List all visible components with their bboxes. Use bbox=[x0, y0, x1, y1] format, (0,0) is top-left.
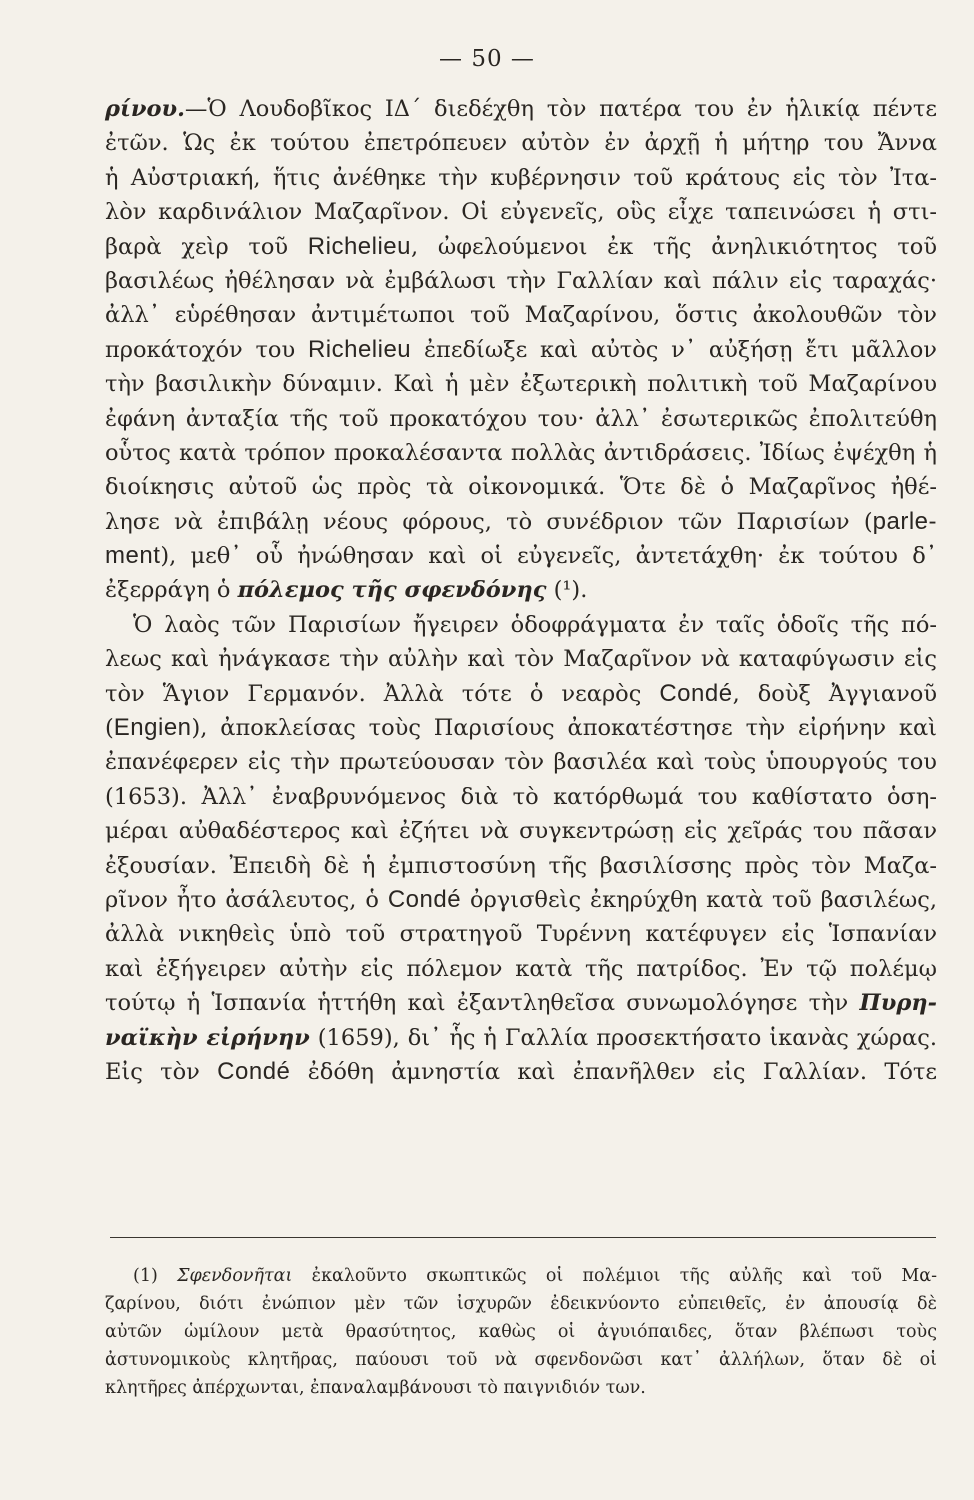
text-line-segment: Condé bbox=[659, 679, 733, 707]
text-line-segment: Condé bbox=[217, 1057, 291, 1085]
footnote-line-segment: Σφενδονῆται bbox=[177, 1266, 293, 1286]
text-line bbox=[105, 436, 937, 470]
text-line-segment: , ὠφελούμενοι ἐκ τῆς ἀνηλικιότητος τοῦ bbox=[411, 233, 937, 260]
text-line-segment: ἀλλὰ νικηθεὶς ὑπὸ τοῦ στρατηγοῦ Τυρέννη κατέφυγεν εἰς Ἱσπανίαν bbox=[105, 921, 937, 948]
text-line-segment: ἐφάνη ἀνταξία τῆς τοῦ προκατόχου του· ἀλλ᾽ ἐσωτερικῶς ἐπολιτεύθη bbox=[105, 405, 937, 432]
text-line-segment: Condé bbox=[387, 885, 462, 913]
text-line-segment: ), ἀποκλείσας τοὺς Παρισίους ἀποκατέστησε τὴν εἰρήνην καὶ bbox=[191, 715, 937, 742]
text-line bbox=[105, 264, 937, 298]
text-line-segment: ἐπανέφερεν εἰς τὴν πρωτεύουσαν τὸν βασιλέα καὶ τοὺς ὑπουργούς του bbox=[105, 749, 937, 776]
text-line-segment: , δοὺξ Ἀγγιανοῦ bbox=[732, 680, 937, 707]
text-line bbox=[105, 745, 937, 779]
text-line bbox=[105, 986, 937, 1020]
text-line-segment: ἐδόθη ἀμνηστία καὶ ἐπανῆλθεν εἰς Γαλλίαν. Τότε bbox=[290, 1058, 937, 1085]
text-line-segment: τὸν Ἅγιον Γερμανόν. Ἀλλὰ τότε ὁ νεαρὸς bbox=[105, 680, 660, 707]
text-line bbox=[105, 1021, 937, 1055]
text-line bbox=[105, 367, 937, 401]
text-line bbox=[105, 780, 937, 814]
text-line bbox=[105, 161, 937, 195]
text-line-segment: καὶ ἐξήγειρεν αὐτὴν εἰς πόλεμον κατὰ τῆς πατρίδος. Ἐν τῷ πολέμῳ bbox=[105, 955, 937, 982]
text-line bbox=[105, 849, 937, 883]
text-line-segment: ρίνου. bbox=[105, 96, 185, 122]
text-line-segment: τὴν βασιλικὴν δύναμιν. Καὶ ἡ μὲν ἐξωτερικὴ πολιτικὴ τοῦ Μαζαρίνου bbox=[105, 371, 937, 398]
footnote-line bbox=[105, 1374, 937, 1402]
footnote-line-segment: (1) bbox=[133, 1266, 178, 1286]
text-line-segment: προκάτοχόν του bbox=[105, 336, 308, 363]
footnote-line-segment: αὐτῶν ὡμίλουν μετὰ θρασύτητος, καθὼς οἱ ἀγυιόπαιδες, ὅταν βλέπωσι τοὺς bbox=[105, 1322, 937, 1342]
text-line-segment: λησε νὰ ἐπιβάλῃ νέους φόρους, τὸ συνέδριον τῶν Παρισίων ( bbox=[105, 508, 873, 535]
text-line-segment: ναϊκὴν εἰρήνην bbox=[105, 1024, 310, 1051]
main-text bbox=[105, 92, 937, 1089]
text-line-segment: ἡ Αὐστριακή, ἥτις ἀνέθηκε τὴν κυβέρνησιν τοῦ κράτους εἰς τὸν Ἰτα- bbox=[105, 164, 937, 191]
text-line-segment: τούτῳ ἡ Ἱσπανία ἡττήθη καὶ ἐξαντληθεῖσα συνωμολόγησε τὴν bbox=[105, 990, 860, 1017]
text-line bbox=[105, 505, 937, 539]
text-line-segment: Πυρη- bbox=[859, 990, 937, 1017]
text-line-segment: ρῖνον ἦτο ἀσάλευτος, ὁ bbox=[105, 886, 388, 913]
text-line-segment: (1653). Ἀλλ᾽ ἐναβρυνόμενος διὰ τὸ κατόρθωμά του καθίστατο ὁση- bbox=[105, 783, 937, 810]
text-line bbox=[105, 883, 937, 917]
footnote-line-segment: κλητῆρες ἀπέρχωνται, ἐπαναλαμβάνουσι τὸ παιγνιδιόν των. bbox=[105, 1378, 646, 1398]
text-line-segment: (¹). bbox=[546, 577, 588, 604]
text-line-segment: βαρὰ χεὶρ τοῦ bbox=[105, 233, 308, 260]
text-line bbox=[105, 1055, 937, 1089]
text-line-segment: ), μεθ᾽ οὗ ἠνώθησαν καὶ οἱ εὐγενεῖς, ἀντετάχθη· ἐκ τούτου δ᾽ bbox=[160, 543, 937, 570]
text-line-segment: ἐξουσίαν. Ἐπειδὴ δὲ ἡ ἐμπιστοσύνη τῆς βασιλίσσης πρὸς τὸν Μαζα- bbox=[105, 852, 937, 879]
text-line bbox=[105, 92, 937, 126]
footnote-line bbox=[105, 1262, 937, 1290]
text-line-segment: ἐξερράγη ὁ bbox=[105, 577, 238, 604]
page-number: — 50 — bbox=[439, 46, 535, 72]
text-line-segment: ment bbox=[105, 542, 161, 570]
text-line-segment: Engien bbox=[113, 714, 192, 742]
text-line-segment: ὀργισθεὶς ἐκηρύχθη κατὰ τοῦ βασιλέως, bbox=[461, 886, 937, 913]
text-line-segment: πόλεμος τῆς σφενδόνης bbox=[237, 577, 547, 604]
footnote-line-segment: ἐκαλοῦντο σκωπτικῶς οἱ πολέμιοι τῆς αὐλῆς καὶ τοῦ Μα- bbox=[292, 1266, 937, 1286]
text-line bbox=[105, 195, 937, 229]
text-line-segment: (1659), δι᾽ ἧς ἡ Γαλλία προσεκτήσατο ἱκανὰς χώρας. bbox=[309, 1024, 938, 1051]
text-line bbox=[105, 677, 937, 711]
text-line-segment: ἐτῶν. Ὡς ἐκ τούτου ἐπετρόπευεν αὐτὸν ἐν ἀρχῇ ἡ μήτηρ του Ἄννα bbox=[105, 130, 937, 157]
text-line bbox=[105, 470, 937, 504]
text-line-segment: Richelieu bbox=[307, 232, 411, 260]
text-line bbox=[105, 917, 937, 951]
text-line-segment: διοίκησις αὐτοῦ ὡς πρὸς τὰ οἰκονομικά. Ὅτε δὲ ὁ Μαζαρῖνος ἠθέ- bbox=[105, 474, 937, 501]
footnote bbox=[105, 1262, 937, 1402]
footnote-line bbox=[105, 1290, 937, 1318]
footnote-line bbox=[105, 1346, 937, 1374]
text-line bbox=[105, 642, 937, 676]
text-line-segment: Ὁ λαὸς τῶν Παρισίων ἤγειρεν ὁδοφράγματα ἐν ταῖς ὁδοῖς τῆς πό- bbox=[133, 611, 937, 638]
text-line bbox=[105, 711, 937, 745]
text-line-segment: Εἰς τὸν bbox=[105, 1058, 218, 1085]
text-line bbox=[105, 952, 937, 986]
footnote-line bbox=[105, 1318, 937, 1346]
text-line-segment: οὗτος κατὰ τρόπον προκαλέσαντα πολλὰς ἀντιδράσεις. Ἰδίως ἐψέχθη ἡ bbox=[105, 439, 937, 466]
text-line bbox=[105, 230, 937, 264]
text-line bbox=[105, 333, 937, 367]
footnote-line-segment: ἀστυνομικοὺς κλητῆρας, παύουσι τοῦ νὰ σφενδονῶσι κατ᾽ ἀλλήλων, ὅταν δὲ οἱ bbox=[105, 1350, 937, 1370]
text-line bbox=[105, 573, 937, 607]
footnote-divider bbox=[110, 1237, 936, 1238]
text-line bbox=[105, 402, 937, 436]
text-line bbox=[105, 126, 937, 160]
text-line-segment: Richelieu bbox=[307, 335, 412, 363]
text-line-segment: ἀλλ᾽ εὑρέθησαν ἀντιμέτωποι τοῦ Μαζαρίνου, ὅστις ἀκολουθῶν τὸν bbox=[105, 302, 937, 329]
text-line-segment: ( bbox=[105, 715, 114, 742]
text-line-segment: ἐπεδίωξε καὶ αὐτὸς ν᾽ αὐξήσῃ ἔτι μᾶλλον bbox=[411, 336, 937, 363]
footnote-line-segment: ζαρίνου, διότι ἐνώπιον μὲν τῶν ἰσχυρῶν ἐδεικνύοντο εὐπειθεῖς, ἐν ἀπουσίᾳ δὲ bbox=[105, 1294, 937, 1314]
text-line-segment: λεως καὶ ἠνάγκασε τὴν αὐλὴν καὶ τὸν Μαζαρῖνον νὰ καταφύγωσιν εἰς bbox=[105, 646, 937, 673]
text-line bbox=[105, 608, 937, 642]
text-line bbox=[105, 539, 937, 573]
text-line-segment: βασιλέως ἠθέλησαν νὰ ἐμβάλωσι τὴν Γαλλίαν καὶ πάλιν εἰς ταραχάς· bbox=[105, 267, 937, 294]
text-line-segment: λὸν καρδινάλιον Μαζαρῖνον. Οἱ εὐγενεῖς, οὓς εἶχε ταπεινώσει ἡ στι- bbox=[105, 199, 937, 226]
text-line bbox=[105, 298, 937, 332]
text-line-segment: μέραι αὐθαδέστερος καὶ ἐζήτει νὰ συγκεντρώσῃ εἰς χεῖράς του πᾶσαν bbox=[105, 818, 937, 845]
text-line-segment: parle- bbox=[872, 507, 937, 535]
text-line-segment: —Ὁ Λουδοβῖκος ΙΔ΄ διεδέχθη τὸν πατέρα του ἐν ἡλικίᾳ πέντε bbox=[184, 96, 937, 122]
text-line bbox=[105, 814, 937, 848]
